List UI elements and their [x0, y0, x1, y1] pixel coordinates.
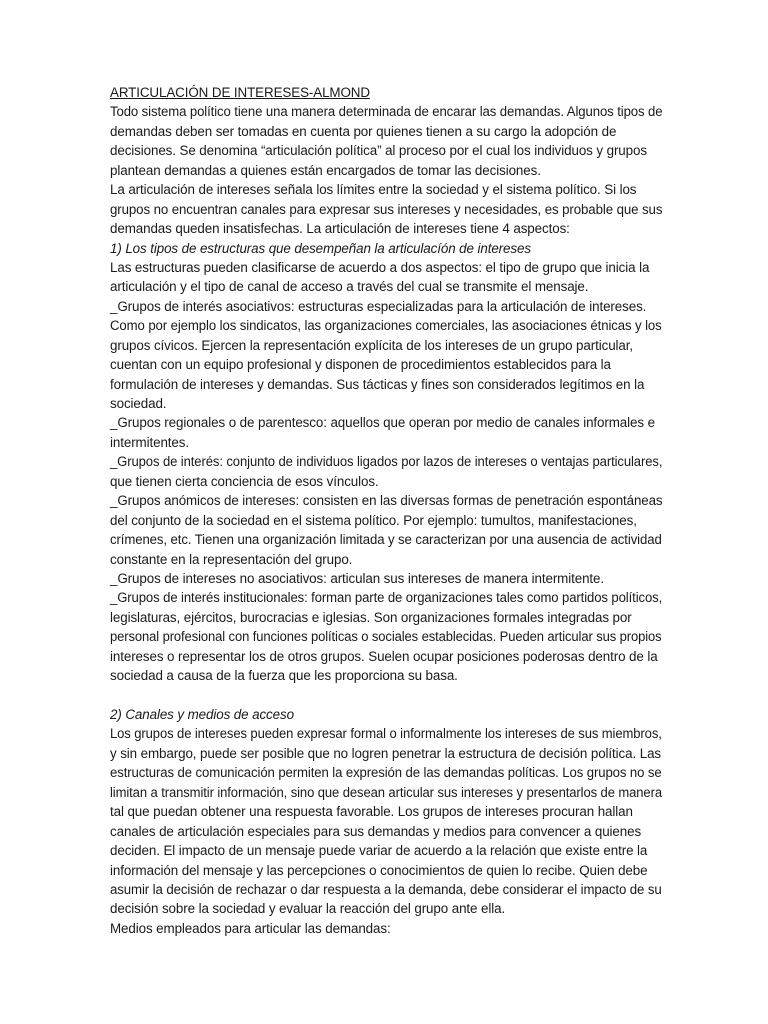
paragraph-line: articulación y el tipo de canal de acceso a través del cual se transmite el mensaje. — [110, 279, 589, 295]
paragraph-line: estructuras de comunicación permiten la expresión de las demandas políticas. Los grupos no se — [110, 765, 662, 781]
paragraph-line: que tienen cierta conciencia de esos vínculos. — [110, 473, 379, 489]
paragraph-line: canales de articulación especiales para sus demandas y medios para convencer a quienes — [110, 823, 642, 839]
paragraph-line: del conjunto de la sociedad en el sistema político. Por ejemplo: tumultos, manifestaciones, — [110, 512, 637, 528]
paragraph-line: _Grupos de interés asociativos: estructuras especializadas para la articulación de intereses. — [110, 298, 647, 314]
paragraph-line: información del mensaje y las percepciones o conocimientos de quien lo recibe. Quien debe — [110, 862, 648, 878]
paragraph-line: La articulación de intereses señala los límites entre la sociedad y el sistema político. Si los — [110, 182, 637, 198]
paragraph-line: tal que puedan obtener una respuesta favorable. Los grupos de intereses procuran hallan — [110, 804, 633, 820]
paragraph-line: deciden. El impacto de un mensaje puede variar de acuerdo a la relación que existe entre la — [110, 843, 648, 859]
paragraph-line: constante en la representación del grupo. — [110, 551, 353, 567]
paragraph-line: _Grupos anómicos de intereses: consisten en las diversas formas de penetración espontáneas — [110, 493, 663, 509]
paragraph-line: y sin embargo, puede ser posible que no logren penetrar la estructura de decisión política. Las — [110, 745, 662, 761]
paragraph-line: Todo sistema político tiene una manera determinada de encarar las demandas. Algunos tipos de — [110, 104, 663, 120]
paragraph-line: cuentan con un equipo profesional y disponen de procedimientos establecidos para la — [110, 357, 611, 373]
document-page — [110, 83, 662, 938]
paragraph-line: _Grupos regionales o de parentesco: aquellos que operan por medio de canales informales e — [110, 415, 655, 431]
paragraph-line: grupos cívicos. Ejercen la representación explícita de los intereses de un grupo particular, — [110, 337, 633, 353]
section-heading: 2) Canales y medios de acceso — [110, 707, 294, 722]
paragraph-line: intereses o representar los de otros grupos. Suelen ocupar posiciones poderosas dentro de la — [110, 648, 658, 664]
paragraph-line: decisiones. Se denomina “articulación política” al proceso por el cual los individuos y grupos — [110, 143, 647, 159]
document-body — [110, 102, 662, 938]
paragraph-line: sociedad. — [110, 396, 167, 411]
paragraph-line: Las estructuras pueden clasificarse de acuerdo a dos aspectos: el tipo de grupo que inicia la — [110, 259, 650, 275]
paragraph-line: asumir la decisión de rechazar o dar respuesta a la demanda, debe considerar el impacto de su — [110, 881, 662, 897]
paragraph-line: Medios empleados para articular las demandas: — [110, 920, 391, 936]
paragraph-line: _Grupos de interés institucionales: forman parte de organizaciones tales como partidos políticos, — [110, 590, 663, 606]
section-heading: 1) Los tipos de estructuras que desempeñan la articulacíón de intereses — [110, 240, 531, 256]
paragraph-line: demandas queden insatisfechas. La articulación de intereses tiene 4 aspectos: — [110, 221, 570, 237]
paragraph-line: crímenes, etc. Tienen una organización limitada y se caracterizan por una ausencia de actividad — [110, 532, 662, 548]
paragraph-line: decisión sobre la sociedad y evaluar la reacción del grupo ante ella. — [110, 901, 506, 917]
paragraph-line: demandas deben ser tomadas en cuenta por quienes tienen a su cargo la adopción de — [110, 123, 617, 139]
paragraph-line: Como por ejemplo los sindicatos, las organizaciones comerciales, las asociaciones étnicas y los — [110, 318, 662, 334]
paragraph-line: Los grupos de intereses pueden expresar formal o informalmente los intereses de sus miembros, — [110, 726, 662, 742]
paragraph-line: limitan a transmitir información, sino que desean articular sus intereses y presentarlos de manera — [110, 784, 662, 800]
paragraph-line: formulación de intereses y demandas. Sus tácticas y fines son considerados legítimos en la — [110, 376, 645, 392]
paragraph-line: _Grupos de interés: conjunto de individuos ligados por lazos de intereses o ventajas particulares, — [110, 454, 663, 470]
blank-line — [110, 686, 662, 705]
paragraph-line: plantean demandas a quienes están encargados de tomar las decisiones. — [110, 162, 541, 178]
paragraph-line: intermitentes. — [110, 434, 189, 450]
paragraph-line: legislaturas, ejércitos, burocracias e iglesias. Son organizaciones formales integradas por — [110, 609, 632, 625]
paragraph-line: personal profesional con funciones políticas o sociales establecidas. Pueden articular sus propios — [110, 629, 662, 645]
document-title: ARTICULACIÓN DE INTERESES-ALMOND — [110, 85, 370, 100]
paragraph-line: grupos no encuentran canales para expresar sus intereses y necesidades, es probable que sus — [110, 201, 663, 217]
paragraph-line: sociedad a causa de la fuerza que les proporciona su basa. — [110, 668, 458, 684]
paragraph-line: _Grupos de intereses no asociativos: articulan sus intereses de manera intermitente. — [110, 570, 605, 586]
